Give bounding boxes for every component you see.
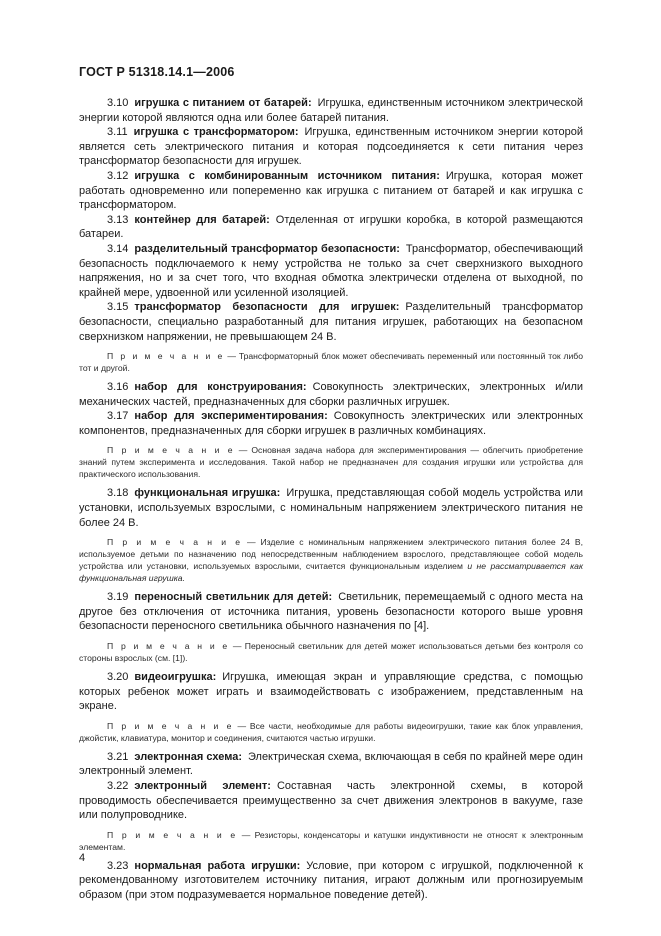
- definition-3-20: [79, 670, 583, 714]
- document-body: [79, 96, 583, 903]
- term: нормальная работа игрушки:: [134, 859, 301, 872]
- definition-text: Условие, при котором с игрушкой, подключенной к рекомендованному изготовителем источнику питания, играют должным или прогнозируемым образом (при этом подразумевается нормальное поведение детей).: [79, 859, 583, 901]
- term: игрушка с комбинированным источником питания:: [134, 169, 440, 182]
- definition-text: Игрушка, имеющая экран и управляющие средства, с помощью которых ребенок может играть и взаимодействовать с изображением, представленным на экране.: [79, 671, 583, 713]
- definition-3-22: [79, 779, 583, 823]
- term: трансформатор безопасности для игрушек:: [134, 301, 400, 314]
- clause-number: 3.20: [107, 671, 129, 684]
- note-text: — Изделие с номинальным напряжением электрического питания более 24 В, используемое детьми по назначению под непосредственным наблюдением взрослого, представляющее собой модель устройства или установки, используемых взрослыми, считается функциональным изделием: [79, 537, 583, 572]
- note-text: — Все части, необходимые для работы видеоигрушки, такие как блок управления, джойстик, клавиатура, монитор и соединения, считаются частью игрушки.: [79, 720, 584, 743]
- note-label: П р и м е ч а н и е: [107, 720, 234, 731]
- note-text: — Резисторы, конденсаторы и катушки индуктивности не относят к электронным элементам.: [79, 829, 584, 852]
- term: видеоигрушка:: [134, 671, 217, 684]
- term: разделительный трансформатор безопасности:: [134, 242, 400, 255]
- clause-number: 3.23: [107, 859, 129, 872]
- definition-text: Игрушка, единственным источником энергии которой является сеть электрического питания и которая подсоединяется к сети питания через трансформатор безопасности для игрушек.: [79, 126, 583, 168]
- note-label: П р и м е ч а н и е: [107, 537, 243, 548]
- clause-number: 3.11: [107, 126, 128, 139]
- definition-text: Трансформатор, обеспечивающий безопасность подключаемого к нему устройства не только за счет сверхнизкого выходного напряжения, но и за счет того, что входная обмотка электрически отделена от выходной, по крайней мере, удвоенной или усиленной изоляцией.: [79, 242, 583, 299]
- definition-3-11: [79, 125, 583, 169]
- note-3-19: [79, 640, 583, 664]
- definition-text: Игрушка, единственным источником электрической энергии которой являются одна или более батарей питания.: [79, 97, 583, 124]
- definition-text: Составная часть электронной схемы, в которой проводимость обеспечивается преимущественно за счет движения электронов в вакууме, газе или полупроводнике.: [79, 780, 583, 822]
- page-number: 4: [79, 852, 86, 864]
- note-3-15: [79, 350, 583, 374]
- definition-3-16: [79, 380, 583, 409]
- definition-text: Совокупность электрических или электронных компонентов, предназначенных для сборки игрушек в различных комбинациях.: [79, 410, 583, 437]
- term: электронная схема:: [134, 750, 242, 763]
- term: контейнер для батарей:: [134, 213, 270, 226]
- note-text: — Основная задача набора для экспериментирования — облегчить приобретение знаний путем эксперимента и исследования. Такой набор не предназначен для создания игрушки или устройства для практического использования.: [79, 445, 584, 480]
- definition-text: Электрическая схема, включающая в себя по крайней мере один электронный элемент.: [79, 750, 583, 778]
- note-label: П р и м е ч а н и е: [107, 641, 230, 652]
- definition-3-14: [79, 242, 583, 300]
- definition-text: Совокупность электрических, электронных и/или механических частей, предназначенных для сборки различных игрушек.: [79, 381, 584, 408]
- note-3-17: [79, 444, 583, 480]
- term: функциональная игрушка:: [134, 487, 281, 500]
- definition-3-13: [79, 213, 583, 242]
- note-text: — Переносный светильник для детей может использоваться детьми без контроля со стороны взрослых (см. [1]).: [79, 641, 583, 664]
- term: игрушка с трансформатором:: [133, 126, 299, 139]
- note-label: П р и м е ч а н и е: [107, 445, 235, 456]
- note-3-18: [79, 536, 583, 584]
- definition-text: Разделительный трансформатор безопасности, специально разработанный для питания игрушек, работающих на безопасном сверхнизком напряжении, не превышающем 24 В.: [79, 301, 583, 343]
- clause-number: 3.16: [107, 381, 129, 394]
- note-label: П р и м е ч а н и е: [107, 829, 238, 840]
- definition-text: Игрушка, представляющая собой модель устройства или установки, используемых взрослыми, с номинальным напряжением электрического питания не более 24 В.: [79, 487, 583, 529]
- definition-3-15: [79, 300, 583, 344]
- clause-number: 3.14: [107, 242, 129, 255]
- clause-number: 3.19: [107, 591, 129, 604]
- definition-text: Отделенная от игрушки коробка, в которой размещаются батареи.: [79, 213, 583, 241]
- clause-number: 3.22: [107, 780, 129, 792]
- clause-number: 3.17: [107, 410, 129, 423]
- clause-number: 3.15: [107, 301, 129, 314]
- note-3-22: [79, 829, 583, 853]
- clause-number: 3.12: [107, 169, 129, 182]
- note-text: — Трансформаторный блок может обеспечивать переменный или постоянный ток либо тот и другой.: [79, 351, 583, 374]
- term: набор для экспериментирования:: [134, 410, 328, 423]
- term: переносный светильник для детей:: [134, 591, 333, 604]
- clause-number: 3.10: [107, 97, 129, 109]
- clause-number: 3.21: [107, 750, 129, 763]
- clause-number: 3.18: [107, 487, 129, 500]
- definition-3-23: [79, 859, 583, 903]
- definition-3-12: [79, 169, 583, 213]
- note-label: П р и м е ч а н и е: [107, 351, 225, 362]
- definition-3-18: [79, 486, 583, 530]
- document-header: ГОСТ Р 51318.14.1—2006: [79, 65, 235, 79]
- term: набор для конструирования:: [134, 381, 307, 394]
- definition-3-10: [79, 96, 583, 125]
- definition-3-19: [79, 590, 583, 634]
- definition-3-21: [79, 750, 583, 779]
- term: игрушка с питанием от батарей:: [134, 97, 312, 109]
- definition-text: Светильник, перемещаемый с одного места на другое без отключения от источника питания, уровень безопасности которого выше уровня безопасности переносного светильника обычного назначения по [4].: [79, 591, 583, 633]
- note-3-20: [79, 720, 583, 744]
- note-italic-text: и не рассматривается как функциональная игрушка.: [79, 561, 583, 584]
- definition-3-17: [79, 409, 583, 438]
- term: электронный элемент:: [134, 780, 271, 792]
- clause-number: 3.13: [107, 213, 129, 226]
- definition-text: Игрушка, которая может работать одновременно или попеременно как игрушка с питанием от батарей и как игрушка с трансформатором.: [79, 169, 583, 212]
